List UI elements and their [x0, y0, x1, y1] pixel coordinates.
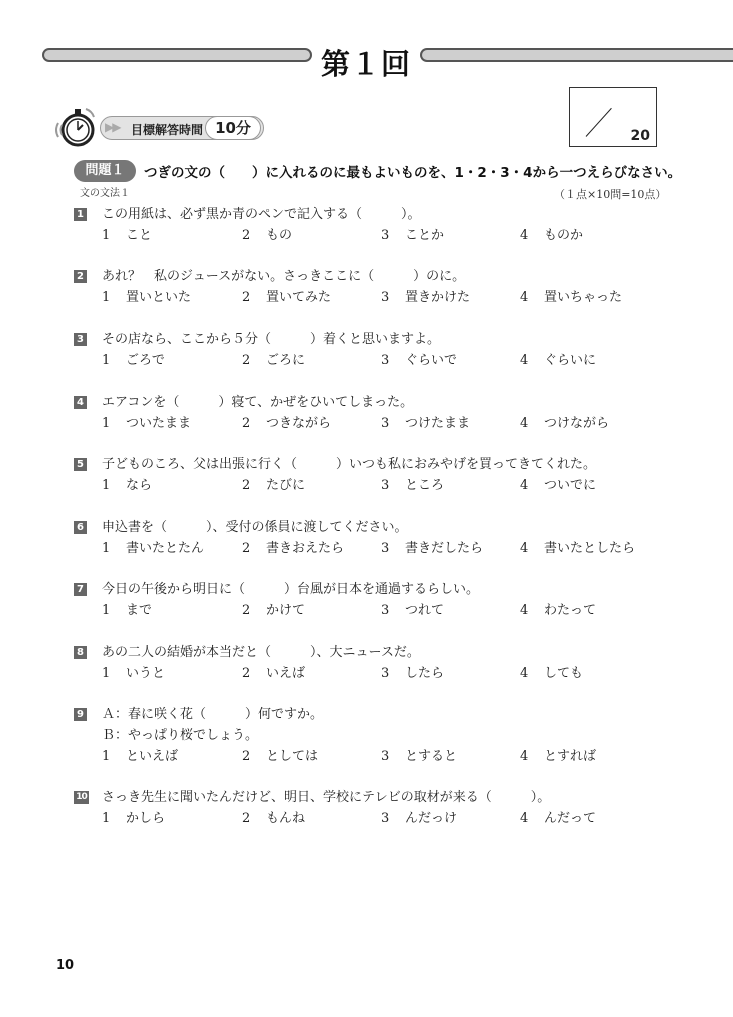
- option-text: まで: [126, 603, 153, 618]
- question-number: 2: [74, 270, 87, 283]
- answer-option[interactable]: [520, 225, 583, 246]
- option-number: 1: [102, 228, 111, 243]
- option-text: ことか: [405, 228, 445, 243]
- header-bar-right: [420, 48, 733, 62]
- answer-option[interactable]: [520, 808, 596, 829]
- answer-option[interactable]: [102, 287, 191, 308]
- option-text: もんね: [266, 811, 306, 826]
- option-number: 3: [381, 416, 390, 431]
- answer-option[interactable]: [242, 225, 292, 246]
- question-number: 3: [74, 333, 87, 346]
- option-text: かけて: [266, 603, 306, 618]
- answer-option[interactable]: [520, 600, 596, 621]
- question-number: 9: [74, 708, 87, 721]
- answer-option[interactable]: [102, 350, 165, 371]
- answer-option[interactable]: [242, 663, 305, 684]
- answer-option[interactable]: [242, 538, 344, 559]
- option-text: つけながら: [544, 416, 610, 431]
- option-number: 2: [242, 478, 251, 493]
- option-number: 4: [520, 353, 529, 368]
- question-text: あの二人の結婚が本当だと（ ）、大ニュースだ。: [102, 645, 420, 660]
- section-instruction: つぎの文の（ ）に入れるのに最もよいものを、1・2・3・4から一つえらびなさい。: [144, 165, 682, 181]
- answer-option[interactable]: [520, 413, 609, 434]
- page-number: 10: [56, 958, 75, 973]
- option-number: 2: [242, 353, 251, 368]
- answer-option[interactable]: [520, 538, 635, 559]
- answer-option[interactable]: [381, 350, 457, 371]
- option-text: 置きかけた: [405, 290, 471, 305]
- option-number: 4: [520, 541, 529, 556]
- option-text: したら: [405, 666, 445, 681]
- question-number: 8: [74, 646, 87, 659]
- option-text: わたって: [544, 603, 597, 618]
- answer-option[interactable]: [381, 225, 444, 246]
- answer-option[interactable]: [520, 350, 596, 371]
- header-bar-left: [42, 48, 312, 62]
- target-time-label: 目標解答時間: [131, 123, 204, 137]
- answer-option[interactable]: [381, 746, 457, 767]
- answer-option[interactable]: [242, 475, 305, 496]
- option-number: 2: [242, 603, 251, 618]
- question-text: 子どものころ、父は出張に行く（ ）いつも私におみやげを買ってきてくれた。: [102, 457, 597, 472]
- option-text: 書いたとたん: [126, 541, 205, 556]
- option-text: こと: [126, 228, 153, 243]
- answer-option[interactable]: [381, 475, 444, 496]
- option-text: とすれば: [544, 749, 597, 764]
- option-text: つきながら: [266, 416, 332, 431]
- double-arrow-icon: ▶▶: [105, 120, 120, 134]
- target-time-value: 10分: [205, 116, 261, 140]
- answer-option[interactable]: [102, 600, 152, 621]
- option-number: 1: [102, 541, 111, 556]
- answer-option[interactable]: [381, 413, 470, 434]
- question-text: 申込書を（ ）、受付の係員に渡してください。: [102, 520, 408, 535]
- question-number: 10: [74, 791, 89, 804]
- option-number: 3: [381, 811, 390, 826]
- score-total: 20: [630, 128, 650, 144]
- answer-option[interactable]: [102, 475, 152, 496]
- answer-option[interactable]: [520, 663, 583, 684]
- stopwatch-icon: [52, 103, 100, 151]
- question-number: 4: [74, 396, 87, 409]
- option-text: 置いといた: [126, 290, 192, 305]
- option-number: 4: [520, 416, 529, 431]
- option-text: しても: [544, 666, 584, 681]
- answer-option[interactable]: [520, 287, 622, 308]
- option-text: なら: [126, 478, 153, 493]
- option-number: 3: [381, 541, 390, 556]
- question-text: その店なら、ここから５分（ ）着くと思いますよ。: [102, 332, 441, 347]
- answer-option[interactable]: [102, 808, 165, 829]
- option-text: たびに: [266, 478, 306, 493]
- question-number: 1: [74, 208, 87, 221]
- answer-option[interactable]: [520, 475, 596, 496]
- option-number: 1: [102, 603, 111, 618]
- answer-option[interactable]: [242, 600, 305, 621]
- question-text-line2: Ｂ：やっぱり桜でしょう。: [102, 728, 259, 743]
- option-number: 1: [102, 416, 111, 431]
- option-text: いえば: [266, 666, 306, 681]
- option-number: 4: [520, 290, 529, 305]
- question-number: 5: [74, 458, 87, 471]
- option-number: 1: [102, 666, 111, 681]
- option-number: 1: [102, 749, 111, 764]
- option-text: つれて: [405, 603, 445, 618]
- option-text: んだって: [544, 811, 597, 826]
- question-text: さっき先生に聞いたんだけど、明日、学校にテレビの取材が来る（ ）。: [102, 790, 551, 805]
- answer-option[interactable]: [381, 538, 483, 559]
- answer-option[interactable]: [242, 287, 331, 308]
- option-text: 置いちゃった: [544, 290, 623, 305]
- option-text: とすると: [405, 749, 458, 764]
- option-number: 4: [520, 228, 529, 243]
- option-text: といえば: [126, 749, 179, 764]
- option-text: 書いたとしたら: [544, 541, 636, 556]
- answer-option[interactable]: [381, 287, 470, 308]
- score-slash: [586, 108, 612, 137]
- option-text: いうと: [126, 666, 166, 681]
- answer-option[interactable]: [381, 663, 444, 684]
- option-number: 1: [102, 478, 111, 493]
- option-number: 3: [381, 749, 390, 764]
- option-number: 2: [242, 228, 251, 243]
- option-number: 3: [381, 666, 390, 681]
- option-number: 2: [242, 416, 251, 431]
- answer-option[interactable]: [242, 413, 331, 434]
- answer-option[interactable]: [242, 350, 305, 371]
- answer-option[interactable]: [102, 225, 152, 246]
- answer-option[interactable]: [242, 746, 318, 767]
- option-text: ものか: [544, 228, 584, 243]
- option-text: 置いてみた: [266, 290, 332, 305]
- question-text: この用紙は、必ず黒か青のペンで記入する（ ）。: [102, 207, 421, 222]
- answer-option[interactable]: [242, 808, 305, 829]
- answer-option[interactable]: [102, 538, 204, 559]
- section-subcategory: 文の文法１: [80, 188, 130, 199]
- option-number: 3: [381, 603, 390, 618]
- option-text: ぐらいで: [405, 353, 458, 368]
- option-number: 4: [520, 811, 529, 826]
- question-text: あれ？ 私のジュースがない。さっきここに（ ）のに。: [102, 269, 466, 284]
- option-number: 1: [102, 290, 111, 305]
- question-text: Ａ：春に咲く花（ ）何ですか。: [102, 707, 324, 722]
- option-number: 2: [242, 749, 251, 764]
- option-text: ぐらいに: [544, 353, 597, 368]
- option-number: 2: [242, 666, 251, 681]
- section-points: （１点×10問=10点）: [554, 188, 667, 201]
- option-number: 1: [102, 353, 111, 368]
- option-text: ごろに: [266, 353, 306, 368]
- option-number: 4: [520, 749, 529, 764]
- option-text: つけたまま: [405, 416, 471, 431]
- option-text: かしら: [126, 811, 166, 826]
- option-text: ついたまま: [126, 416, 192, 431]
- question-number: 6: [74, 521, 87, 534]
- answer-option[interactable]: [102, 413, 191, 434]
- option-text: 書きだしたら: [405, 541, 484, 556]
- option-number: 2: [242, 811, 251, 826]
- option-number: 4: [520, 666, 529, 681]
- option-number: 1: [102, 811, 111, 826]
- question-text: 今日の午後から明日に（ ）台風が日本を通過するらしい。: [102, 582, 480, 597]
- option-number: 3: [381, 290, 390, 305]
- answer-option[interactable]: [102, 663, 165, 684]
- answer-option[interactable]: [381, 600, 444, 621]
- option-text: 書きおえたら: [266, 541, 345, 556]
- section-pill: 問題１: [74, 160, 136, 182]
- option-number: 4: [520, 603, 529, 618]
- option-text: ごろで: [126, 353, 165, 368]
- option-text: もの: [266, 228, 293, 243]
- option-number: 2: [242, 541, 251, 556]
- option-text: ついでに: [544, 478, 597, 493]
- option-number: 2: [242, 290, 251, 305]
- page-title: 第１回: [320, 47, 411, 81]
- target-time-pill: [100, 116, 264, 140]
- option-number: 3: [381, 353, 390, 368]
- answer-option[interactable]: [102, 746, 178, 767]
- option-number: 3: [381, 478, 390, 493]
- answer-option[interactable]: [520, 746, 596, 767]
- option-text: ところ: [405, 478, 445, 493]
- answer-option[interactable]: [381, 808, 457, 829]
- question-text: エアコンを（ ）寝て、かぜをひいてしまった。: [102, 395, 414, 410]
- score-box: [569, 87, 657, 147]
- option-number: 4: [520, 478, 529, 493]
- option-text: んだっけ: [405, 811, 458, 826]
- question-number: 7: [74, 583, 87, 596]
- option-number: 3: [381, 228, 390, 243]
- option-text: としては: [266, 749, 319, 764]
